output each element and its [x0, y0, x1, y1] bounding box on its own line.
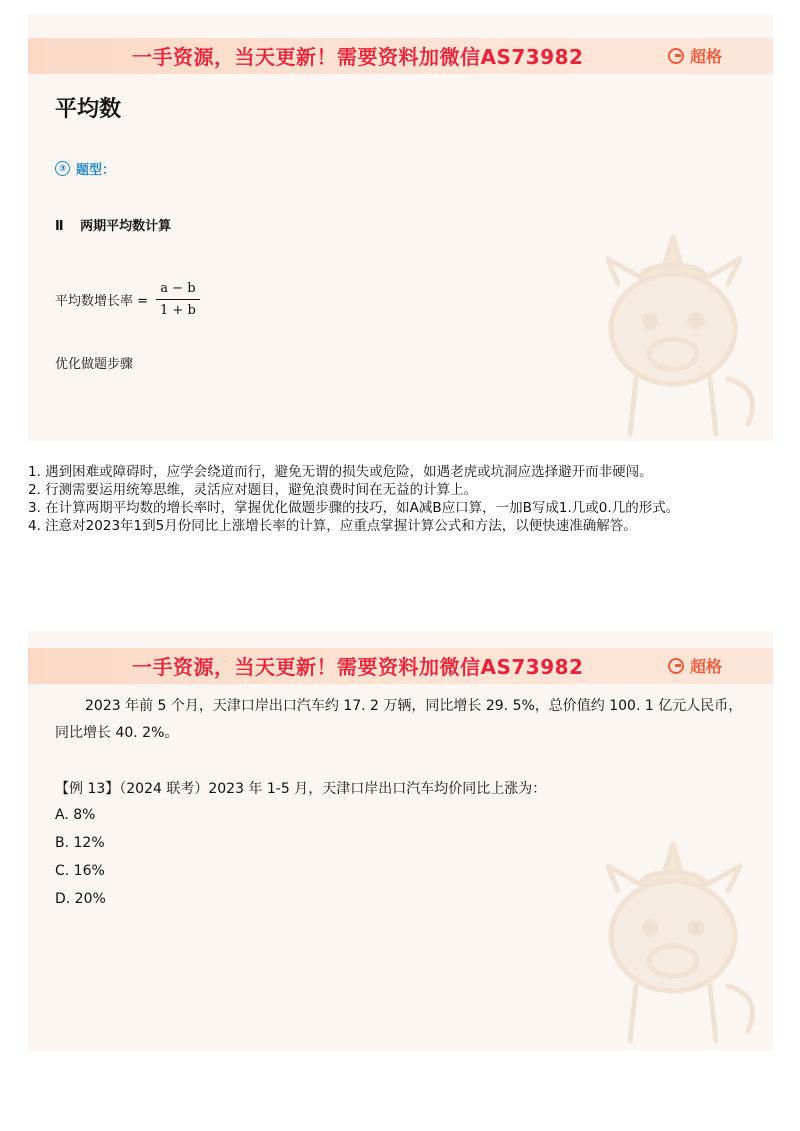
banner: [28, 38, 773, 74]
subhead: [55, 159, 115, 178]
note-item: 2. 行测需要运用统筹思维，灵活应对题目，避免浪费时间在无益的计算上。: [28, 482, 478, 498]
brand-icon: [668, 48, 684, 64]
slide-2: [28, 631, 773, 1051]
section-heading: [55, 215, 171, 234]
formula-denominator: 1 + b: [160, 303, 196, 318]
unicorn-mascot-icon: [578, 229, 768, 439]
brand-logo: [668, 44, 722, 67]
steps-label: 优化做题步骤: [55, 357, 134, 372]
formula-numerator: a − b: [156, 281, 199, 300]
section-roman: Ⅱ: [55, 219, 64, 234]
option-b: B. 12%: [55, 835, 105, 851]
slide-1: [28, 14, 773, 441]
note-item: 3. 在计算两期平均数的增长率时，掌握优化做题步骤的技巧，如A减B应口算，一加B写成1.几或0.几的形式。: [28, 500, 680, 516]
data-paragraph: 2023 年前 5 个月，天津口岸出口汽车约 17. 2 万辆，同比增长 29. 5%，总价值约 100. 1 亿元人民币，同比增长 40. 2%。: [55, 698, 743, 741]
banner: [28, 648, 773, 684]
brand-logo: [668, 654, 722, 677]
brand-name: 超格: [690, 47, 723, 66]
banner-text: 一手资源，当天更新！需要资料加微信AS73982: [132, 45, 584, 69]
brand-icon: [668, 658, 684, 674]
unicorn-mascot-icon: [578, 836, 768, 1046]
growth-rate-formula: [55, 281, 200, 318]
banner-text: 一手资源，当天更新！需要资料加微信AS73982: [132, 655, 584, 679]
section-label: 两期平均数计算: [80, 219, 172, 234]
formula-label: 平均数增长率 =: [55, 294, 149, 309]
subhead-label: 题型：: [76, 163, 116, 178]
brand-name: 超格: [690, 657, 723, 676]
page-title: 平均数: [55, 97, 122, 122]
option-d: D. 20%: [55, 891, 106, 907]
note-item: 4. 注意对2023年1到5月份同比上涨增长率的计算，应重点掌握计算公式和方法，以便快速准确解答。: [28, 518, 637, 534]
notes-list: [28, 463, 778, 535]
circled-number: ③: [55, 161, 70, 176]
option-c: C. 16%: [55, 863, 105, 879]
formula-fraction: [156, 281, 200, 318]
note-item: 1. 遇到困难或障碍时，应学会绕道而行，避免无谓的损失或危险，如遇老虎或坑洞应选择避开而非硬闯。: [28, 464, 653, 480]
option-a: A. 8%: [55, 807, 96, 823]
example-question: 【例 13】（2024 联考）2023 年 1-5 月，天津口岸出口汽车均价同比上涨为：: [55, 781, 547, 797]
